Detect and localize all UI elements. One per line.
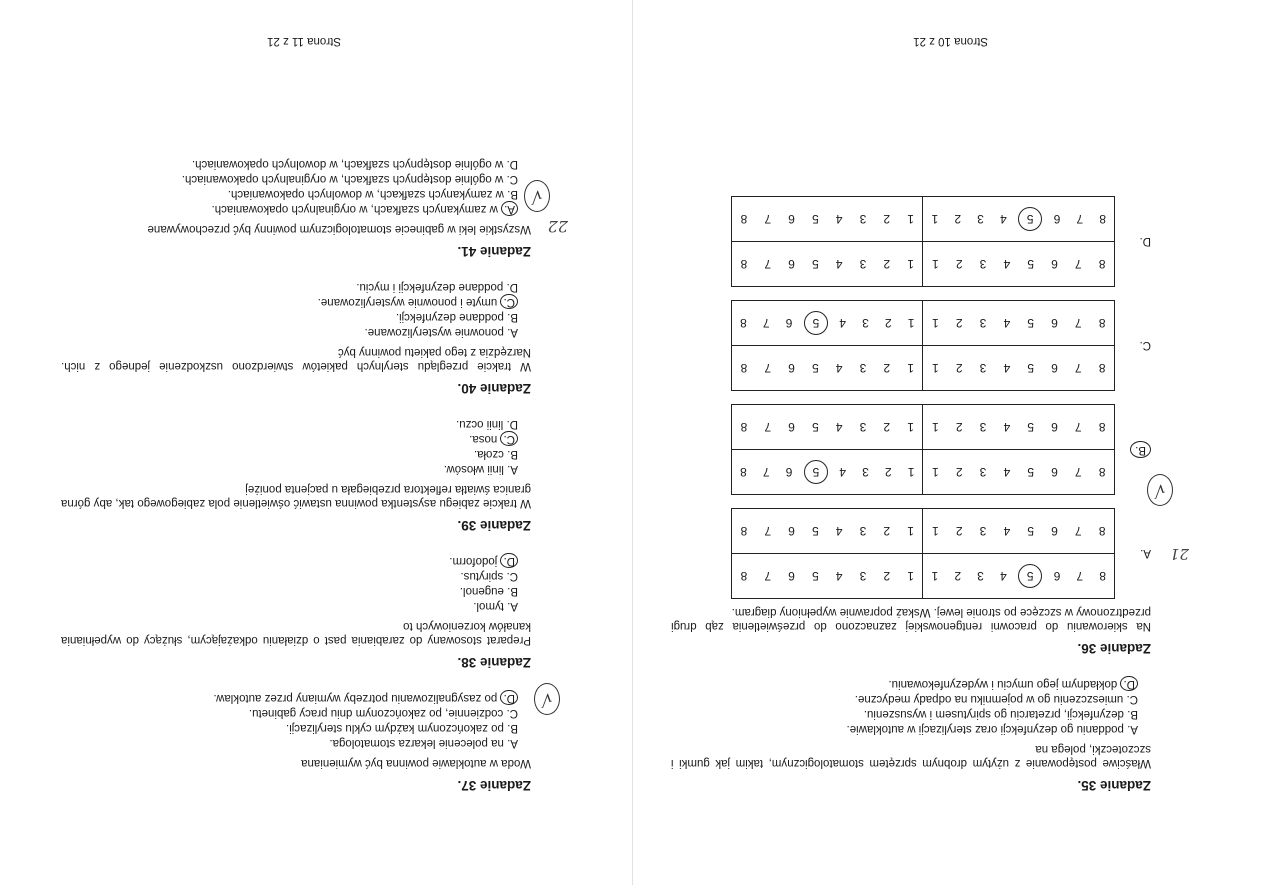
tooth-number: 3 (979, 361, 987, 375)
task-41-option-b (61, 186, 518, 201)
tooth-number: 8 (1098, 524, 1106, 538)
circled-answer-mark: D. (1121, 676, 1139, 691)
upper-jaw (732, 450, 1114, 494)
tooth-number: 3 (859, 361, 867, 375)
tooth-number: 1 (907, 569, 914, 583)
tooth-number: 6 (1051, 257, 1058, 271)
tooth-number: 2 (883, 420, 891, 434)
task-41-question: Wszystkie leki w gabinecie stomatologicznym powinny być przechowywane (147, 223, 531, 235)
option-letter: A. (507, 326, 518, 338)
task-40-options (61, 279, 518, 339)
tooth-number: 8 (1099, 569, 1106, 583)
lower-left-quadrant (924, 197, 1115, 241)
tooth-number: 6 (788, 420, 795, 434)
lower-right-quadrant (732, 301, 924, 345)
tooth-number: 8 (1098, 361, 1106, 375)
diagram-letter (1115, 340, 1151, 352)
lower-right-quadrant (732, 509, 924, 553)
task-37-option-d (61, 689, 553, 709)
tooth-number: 4 (1003, 465, 1011, 479)
page-10-content (671, 176, 1189, 793)
tooth-number: 5 (1027, 420, 1034, 434)
handwritten-check-icon: √ (534, 683, 560, 715)
tooth-number: 4 (835, 212, 843, 226)
tooth-number: 2 (883, 524, 891, 538)
tooth-number: 6 (1053, 212, 1061, 226)
upper-jaw (732, 242, 1114, 286)
task-36-title: Zadanie 36. (1077, 641, 1151, 656)
task-38-option-a (61, 598, 518, 613)
option-text: poddaniu go dezynfekcji oraz sterylizacji w autoklawie. (846, 723, 1124, 735)
tooth-number: 5 (812, 569, 819, 583)
task-39-options (61, 416, 518, 476)
tooth-number: 6 (785, 465, 793, 479)
task-39-option-b (61, 446, 518, 461)
tooth-number: 5 (812, 257, 819, 271)
page-number: Strona 11 z 21 (267, 35, 341, 47)
tooth-number: 7 (1076, 569, 1084, 583)
option-letter: A. (507, 463, 518, 475)
tooth-number: 8 (740, 257, 748, 271)
tooth-number: 4 (1000, 569, 1007, 583)
tooth-number-circled: 5 (1018, 564, 1042, 588)
option-text: w zamykanych szafkach, w oryginalnych opakowaniach. (211, 203, 498, 215)
page-number: Strona 10 z 21 (913, 35, 988, 47)
tooth-number: 2 (954, 569, 962, 583)
option-letter: C. (506, 707, 518, 719)
lower-left-quadrant (924, 509, 1115, 553)
tooth-number: 3 (862, 316, 869, 330)
upper-right-quadrant (732, 242, 924, 286)
task-41-option-c (61, 171, 518, 186)
option-text: eugenol. (459, 585, 504, 597)
tooth-number: 7 (1076, 212, 1084, 226)
tooth-number: 3 (979, 465, 987, 479)
tooth-number: 5 (1027, 316, 1034, 330)
tooth-number: 4 (835, 569, 843, 583)
option-text: linii oczu. (455, 418, 504, 430)
tooth-number: 6 (788, 361, 795, 375)
tooth-number: 6 (788, 257, 795, 271)
circled-answer-mark: C. (501, 431, 519, 446)
tooth-number: 2 (955, 524, 963, 538)
diagram-d-letter: D. (1139, 235, 1151, 248)
tooth-number: 6 (1051, 465, 1058, 479)
tooth-number: 8 (1098, 420, 1106, 434)
tooth-number: 2 (884, 316, 892, 330)
upper-left-quadrant (924, 346, 1115, 390)
option-letter: C. (506, 570, 518, 582)
tooth-number: 7 (762, 316, 770, 330)
option-text: na polecenie lekarza stomatologa. (329, 737, 504, 749)
task-38-option-b (61, 583, 518, 598)
circled-answer-mark: D. (501, 690, 519, 705)
option-text: poddane dezynfekcji. (395, 311, 504, 323)
lower-right-quadrant (732, 405, 924, 449)
task-36-diagram-a-row (671, 508, 1189, 599)
circled-answer-mark: C. (501, 294, 519, 309)
option-text: codziennie, po zakończonym dniu pracy gabinetu. (248, 707, 504, 719)
tooth-number: 5 (812, 524, 819, 538)
handwritten-check-icon: √ (524, 180, 550, 212)
task-39-question: W trakcie zabiegu asystentka powinna ustawić oświetlenie pola zabiegowego tak, aby górna granica światła reflektora przebiegała u pacjenta poniżej (61, 483, 531, 509)
tooth-number: 1 (907, 212, 914, 226)
tooth-number: 4 (835, 361, 843, 375)
task-39-title: Zadanie 39. (457, 518, 531, 533)
tooth-number: 4 (839, 465, 846, 479)
tooth-number: 3 (979, 420, 987, 434)
task-38-option-d (61, 553, 518, 568)
option-letter: C. (1126, 693, 1138, 705)
tooth-number: 7 (1074, 524, 1082, 538)
circled-answer-mark: D. (501, 553, 519, 568)
upper-jaw (732, 554, 1114, 598)
task-40-question: W trakcie przeglądu sterylnych pakietów stwierdzono uszkodzenie jednego z nich. Narzędzia z tego pakietu powinny być (61, 346, 531, 372)
tooth-number: 8 (1098, 257, 1106, 271)
task-39 (61, 416, 531, 533)
tooth-number: 4 (1003, 257, 1011, 271)
tooth-number: 6 (788, 212, 795, 226)
task-35 (671, 676, 1151, 793)
tooth-number: 7 (1074, 361, 1082, 375)
tooth-number: 2 (955, 465, 963, 479)
option-text: umyte i ponownie wysterylizowane. (317, 296, 498, 308)
tooth-number: 2 (955, 316, 963, 330)
tooth-number: 7 (1074, 465, 1082, 479)
option-text: tymol. (473, 600, 504, 612)
tooth-number: 1 (932, 465, 939, 479)
tooth-number: 4 (835, 257, 843, 271)
tooth-number: 5 (812, 212, 819, 226)
tooth-number-circled: 5 (1018, 207, 1042, 231)
tooth-number: 2 (883, 257, 891, 271)
tooth-number: 2 (954, 212, 962, 226)
option-text: nosa. (469, 433, 498, 445)
option-letter: D. (506, 281, 518, 293)
task-40-option-d (61, 279, 518, 294)
tooth-number: 1 (932, 420, 939, 434)
tooth-number: 7 (762, 465, 770, 479)
tooth-number: 3 (862, 465, 869, 479)
option-letter: B. (507, 585, 518, 597)
tooth-number: 4 (835, 524, 843, 538)
tooth-number: 1 (932, 316, 939, 330)
page-11-content (61, 136, 568, 793)
option-text: ponownie wysterylizowane. (364, 326, 504, 338)
task-41 (61, 156, 568, 259)
handwritten-number: 22 (547, 217, 568, 236)
tooth-number-circled: 5 (804, 460, 828, 484)
tooth-number: 7 (764, 212, 772, 226)
tooth-number: 8 (740, 361, 748, 375)
task-40-option-c (61, 294, 518, 309)
page-11 (0, 0, 631, 885)
tooth-number: 6 (1051, 524, 1058, 538)
tooth-number: 4 (1003, 524, 1011, 538)
upper-right-quadrant (732, 554, 924, 598)
tooth-number: 8 (740, 524, 748, 538)
circled-answer-mark: B. (1130, 441, 1151, 458)
task-36 (671, 196, 1189, 656)
task-35-options (671, 676, 1138, 736)
tooth-number: 3 (859, 524, 867, 538)
tooth-diagram-b (731, 404, 1115, 495)
task-36-diagram-d-row (671, 196, 1151, 287)
upper-left-quadrant (924, 450, 1115, 494)
task-41-option-d (61, 156, 518, 171)
option-text: w zamykanych szafkach, w dowolnych opakowaniach. (227, 188, 504, 200)
tooth-number: 6 (788, 524, 795, 538)
tooth-number: 1 (932, 257, 939, 271)
option-text: w ogólnie dostępnych szafkach, w oryginalnych opakowaniach. (181, 173, 504, 185)
tooth-number: 2 (955, 361, 963, 375)
task-37-option-b (61, 720, 518, 735)
tooth-number: 8 (740, 465, 747, 479)
option-text: czoła. (473, 448, 504, 460)
option-text: po zakończonym każdym cyklu sterylizacji. (285, 722, 504, 734)
lower-left-quadrant (924, 301, 1115, 345)
tooth-number: 1 (907, 361, 914, 375)
circled-answer-mark: A. (501, 201, 518, 216)
lower-jaw (732, 197, 1114, 242)
tooth-number: 1 (907, 465, 915, 479)
option-letter: B. (507, 311, 518, 323)
lower-left-quadrant (924, 405, 1115, 449)
option-letter: D. (506, 158, 518, 170)
page-10 (632, 0, 1263, 885)
tooth-number: 2 (955, 257, 963, 271)
diagram-letter (1115, 236, 1151, 248)
tooth-number: 7 (764, 361, 772, 375)
tooth-number: 1 (907, 524, 914, 538)
diagram-a-letter: A. (1140, 547, 1151, 560)
lower-right-quadrant (732, 197, 924, 241)
tooth-number: 2 (883, 569, 891, 583)
tooth-number: 6 (1051, 420, 1058, 434)
tooth-number: 8 (1098, 465, 1106, 479)
tooth-number: 5 (812, 420, 819, 434)
tooth-number: 5 (1027, 524, 1034, 538)
task-35-option-b (671, 706, 1138, 721)
tooth-number: 7 (764, 257, 772, 271)
tooth-number: 4 (1003, 420, 1011, 434)
tooth-number: 4 (1003, 361, 1011, 375)
tooth-number: 5 (1027, 361, 1034, 375)
task-40 (61, 279, 531, 396)
tooth-number: 4 (835, 420, 843, 434)
tooth-number: 5 (1027, 257, 1034, 271)
lower-jaw (732, 509, 1114, 554)
tooth-diagram-a (731, 508, 1115, 599)
tooth-number: 5 (1027, 465, 1034, 479)
option-text: umieszczeniu go w pojemniku na odpady medyczne. (854, 693, 1124, 705)
tooth-number: 2 (884, 465, 892, 479)
tooth-number: 3 (859, 420, 867, 434)
tooth-number-circled: 5 (804, 311, 828, 335)
tooth-number: 3 (977, 569, 984, 583)
task-38 (61, 553, 531, 670)
option-text: jodoform. (449, 555, 498, 567)
option-text: linii włosów. (443, 463, 504, 475)
tooth-number: 6 (1053, 569, 1061, 583)
tooth-number: 7 (1074, 257, 1082, 271)
tooth-number: 5 (812, 361, 819, 375)
tooth-number: 8 (740, 212, 748, 226)
upper-right-quadrant (732, 450, 924, 494)
upper-jaw (732, 346, 1114, 390)
tooth-number: 3 (977, 212, 984, 226)
option-letter: D. (506, 418, 518, 430)
task-38-title: Zadanie 38. (457, 655, 531, 670)
task-37-question: Woda w autoklawie powinna być wymieniana (301, 757, 531, 769)
tooth-number: 8 (740, 316, 747, 330)
tooth-number: 7 (764, 569, 772, 583)
tooth-number: 1 (931, 212, 939, 226)
task-37 (61, 689, 553, 793)
option-letter: B. (507, 722, 518, 734)
task-40-title: Zadanie 40. (457, 381, 531, 396)
tooth-number: 1 (932, 361, 939, 375)
tooth-number: 4 (1003, 316, 1011, 330)
option-letter: B. (507, 188, 518, 200)
task-39-option-a (61, 461, 518, 476)
option-letter: A. (507, 600, 518, 612)
option-letter: A. (1127, 723, 1138, 735)
task-38-question: Preparat stosowany do zarabiania past o działaniu odkażającym, służący do wypełniania kanałów korzeniowych to (61, 620, 531, 646)
option-text: dokładnym jego umyciu i wydezynfekowaniu. (888, 678, 1118, 690)
task-35-option-a (671, 721, 1138, 736)
upper-right-quadrant (732, 346, 924, 390)
tooth-number: 1 (907, 420, 914, 434)
tooth-number: 2 (883, 212, 891, 226)
task-39-option-d (61, 416, 518, 431)
tooth-number: 4 (1000, 212, 1007, 226)
tooth-number: 7 (764, 524, 772, 538)
tooth-number: 8 (1098, 316, 1106, 330)
tooth-number: 6 (1051, 361, 1058, 375)
tooth-diagram-d (731, 196, 1115, 287)
task-35-option-d (671, 676, 1138, 691)
tooth-number: 3 (979, 524, 987, 538)
tooth-number: 2 (883, 361, 891, 375)
option-text: po zasygnalizowaniu potrzeby wymiany przez autoklaw. (213, 692, 498, 704)
handwritten-number: 21 (1169, 545, 1189, 564)
tooth-number: 7 (1074, 316, 1082, 330)
task-37-option-c (61, 705, 518, 720)
task-36-diagram-b-row (671, 404, 1166, 500)
tooth-number: 3 (979, 257, 987, 271)
option-letter: B. (507, 448, 518, 460)
tooth-number: 6 (1051, 316, 1058, 330)
tooth-number: 3 (979, 316, 987, 330)
tooth-number: 7 (764, 420, 772, 434)
task-36-diagram-c-row (671, 300, 1151, 391)
diagram-c-letter: C. (1139, 339, 1151, 352)
page-divider (632, 0, 633, 885)
task-35-question: Właściwe postępowanie z użytym drobnym sprzętem stomatologicznym, takim jak gumki i szczoteczki, polega na (671, 743, 1151, 769)
tooth-number: 6 (788, 569, 795, 583)
task-40-option-a (61, 324, 518, 339)
option-letter: C. (506, 173, 518, 185)
tooth-number: 1 (931, 569, 939, 583)
task-36-question: Na skierowaniu do pracowni rentgenowskiej zaznaczono do prześwietlenia ząb drugi przedtrzonowy w szczęce po stronie lewej. Wskaż poprawnie wypełniony diagram. (671, 606, 1151, 632)
task-40-option-b (61, 309, 518, 324)
task-35-option-c (671, 691, 1138, 706)
handwritten-check-icon: √ (1147, 474, 1173, 506)
tooth-number: 1 (932, 524, 939, 538)
task-37-title: Zadanie 37. (457, 778, 531, 793)
tooth-number: 8 (740, 420, 748, 434)
option-text: w ogólnie dostępnych szafkach, w dowolnych opakowaniach. (191, 158, 504, 170)
option-text: dezynfekcji, przetarciu go spirytusem i wysuszeniu. (863, 708, 1124, 720)
task-38-options (61, 553, 518, 613)
option-letter: B. (1127, 708, 1138, 720)
tooth-number: 2 (955, 420, 963, 434)
lower-jaw (732, 301, 1114, 346)
task-37-option-a (61, 735, 518, 750)
option-text: spirytus. (460, 570, 504, 582)
task-37-options (61, 689, 553, 750)
task-38-option-c (61, 568, 518, 583)
tooth-number: 6 (785, 316, 793, 330)
tooth-number: 1 (907, 316, 915, 330)
tooth-diagram-c (731, 300, 1115, 391)
tooth-number: 8 (740, 569, 748, 583)
tooth-number: 3 (859, 569, 867, 583)
option-text: poddane dezynfekcji i myciu. (356, 281, 504, 293)
tooth-number: 4 (839, 316, 846, 330)
tooth-number: 8 (1099, 212, 1106, 226)
task-35-title: Zadanie 35. (1077, 778, 1151, 793)
lower-jaw (732, 405, 1114, 450)
upper-left-quadrant (924, 242, 1115, 286)
diagram-letter (1115, 545, 1189, 564)
task-41-title: Zadanie 41. (457, 244, 531, 259)
diagram-letter (1115, 441, 1166, 500)
tooth-number: 1 (907, 257, 914, 271)
option-letter: A. (507, 737, 518, 749)
task-39-option-c (61, 431, 518, 446)
tooth-number: 7 (1074, 420, 1082, 434)
tooth-number: 3 (859, 212, 867, 226)
tooth-number: 3 (859, 257, 867, 271)
upper-left-quadrant (924, 554, 1115, 598)
